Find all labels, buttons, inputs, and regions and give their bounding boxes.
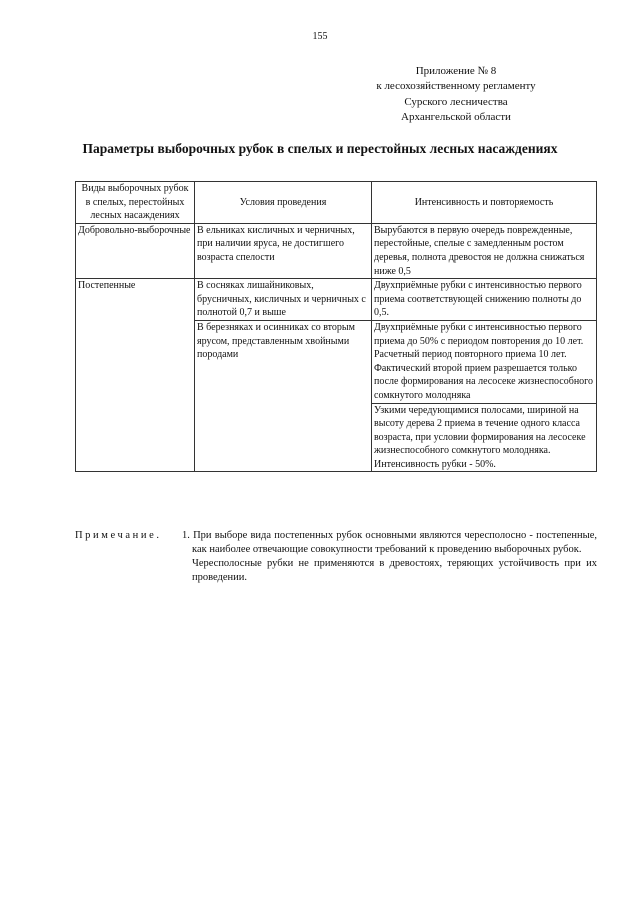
page-number: 155 bbox=[312, 31, 328, 42]
appendix-header bbox=[352, 64, 560, 126]
parameters-table bbox=[75, 181, 597, 472]
appendix-line: Приложение № 8 bbox=[415, 65, 497, 77]
cell-cutting-type: Постепенные bbox=[76, 279, 195, 472]
cell-cutting-type: Добровольно-выборочные bbox=[76, 223, 195, 278]
appendix-line: Архангельской области bbox=[401, 111, 511, 124]
table-row bbox=[76, 223, 597, 278]
table-header-row bbox=[76, 182, 597, 224]
cell-conditions: В сосняках лишайниковых, брусничных, кисличных и черничных с полнотой 0,7 и выше bbox=[195, 279, 372, 321]
cell-intensity: Двухприёмные рубки с интенсивностью первого приема соответствующей снижению полноты до 0,5. bbox=[372, 279, 597, 321]
cell-intensity: Вырубаются в первую очередь поврежденные, перестойные, спелые с замедленным ростом деревья, полнота древостоя не должна снижаться ниже 0,5 bbox=[372, 223, 597, 278]
cell-intensity: Двухприёмные рубки с интенсивностью первого приема до 50% с периодом повторения до 10 лет. Расчетный период повторного приема 10 лет. Фактический второй прием разрешается только после формирования на лесосеке жизнеспособного сомкнутого молодняка bbox=[372, 320, 597, 403]
cell-conditions: В березняках и осинниках со вторым ярусом, представленным хвойными породами bbox=[195, 320, 372, 472]
header-cutting-type: Виды выборочных рубок в спелых, перестойных лесных насаждениях bbox=[76, 182, 195, 224]
note-item: Чересполосные рубки не применяются в древостоях, теряющих устойчивость при их проведении. bbox=[192, 558, 597, 583]
cell-intensity: Узкими чередующимися полосами, шириной на высоту дерева 2 приема в течение одного класса возраста, при условии формирования на лесосеке жизнеспособного сомкнутого молодняка. Интенсивность рубки - 50%. bbox=[372, 403, 597, 472]
note-block bbox=[75, 529, 597, 585]
table-row bbox=[76, 279, 597, 321]
note-item: 1. При выборе вида постепенных рубок основными являются чересполосно - постепенные, как наиболее отвечающие совокупности требований к проведению выборочных рубок. bbox=[182, 530, 597, 555]
appendix-line: к лесохозяйственному регламенту bbox=[376, 80, 536, 93]
cell-conditions: В ельниках кисличных и черничных, при наличии яруса, не достигшего возраста спелости bbox=[195, 223, 372, 278]
note-label: Примечание. bbox=[75, 530, 162, 541]
appendix-line: Сурского лесничества bbox=[404, 95, 508, 108]
header-intensity: Интенсивность и повторяемость bbox=[372, 182, 597, 224]
document-title: Параметры выборочных рубок в спелых и перестойных лесных насаждениях bbox=[82, 141, 558, 156]
header-conditions: Условия проведения bbox=[195, 182, 372, 224]
